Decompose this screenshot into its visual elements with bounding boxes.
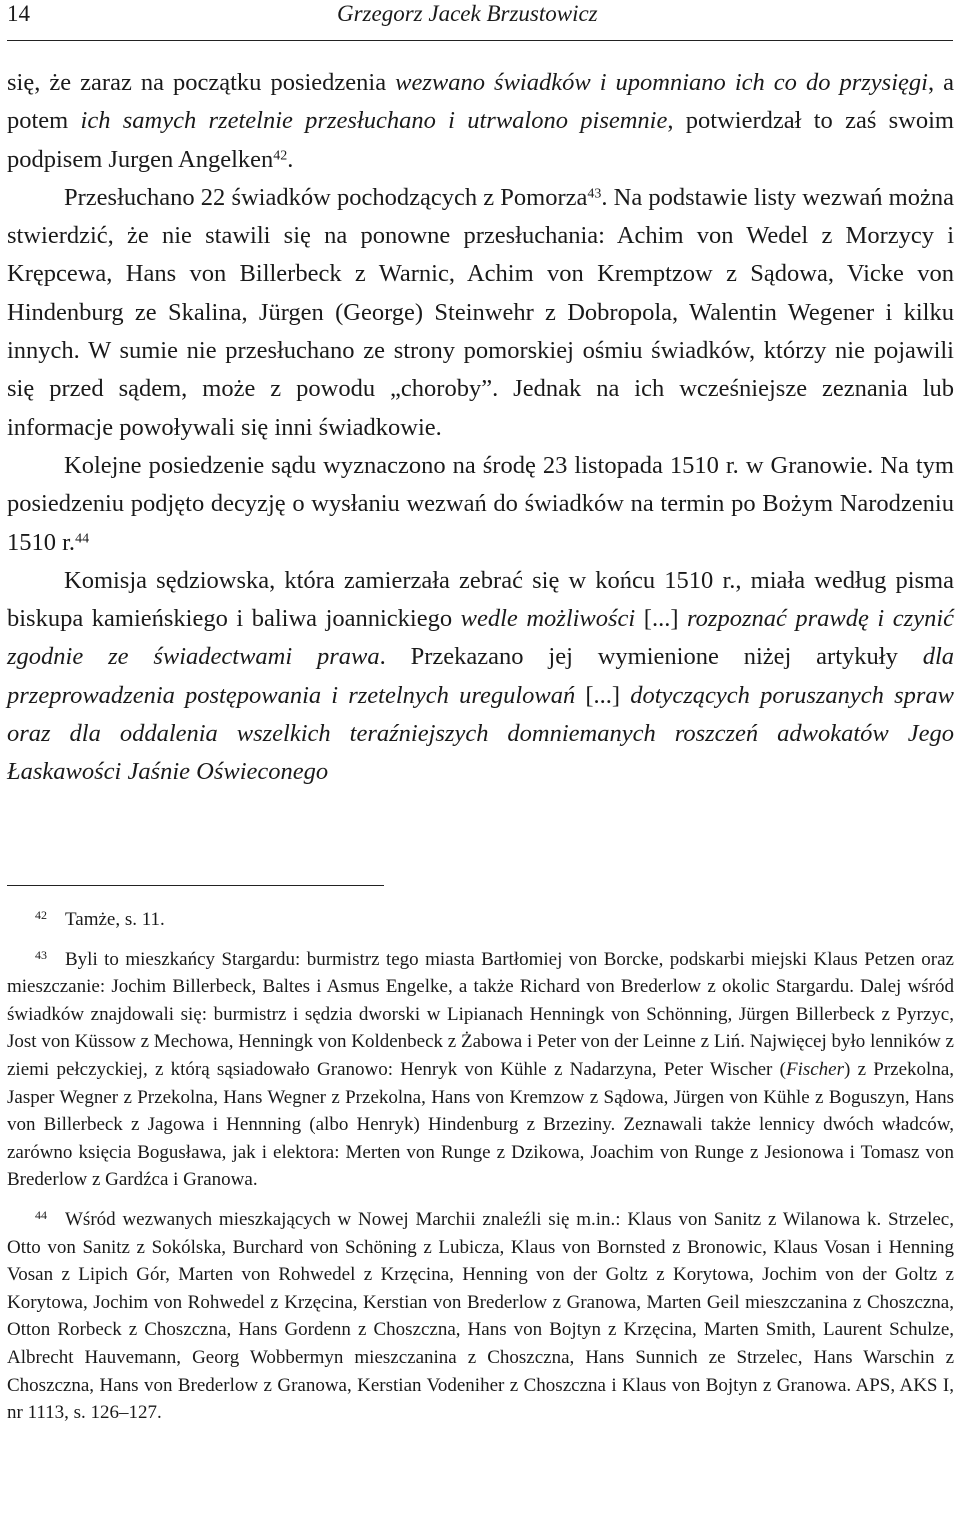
footnote-42 [7,906,954,934]
quote-italic: dotyczących poruszanych spraw oraz dla oddalenia wszelkich teraźniejszych domniemanych roszczeń adwokatów Jego Łaskawości Jaśnie Oświeconego [7,681,954,786]
body-text [7,64,954,792]
footnote-text: Byli to mieszkańcy Stargardu: burmistrz tego miasta Bartłomiej von Borcke, podskarbi miejski Klaus Petzen oraz mieszczanie: Jochim Billerbeck, Baltes i Asmus Engelke, a także Richard von Brederlow z okolic Stargardu. Dalej wśród świadków znajdowali się: burmistrz i sędzia dworski w Lipianach Henningk von Schönning, Jürgen Billerbeck z Pyrzyc, Jost von Küssow z Mechowa, Henningk von Koldenbeck z Żabowa i Peter von der Leinne z Liń. Najwięcej było lenników z ziemi pełczyckiej, z którą sąsiadowało Granowo: Henryk von Kühle z Nadarzyna, Peter Wischer ( [7,948,954,1080]
footnotes [7,906,954,1439]
footnote-text: Wśród wezwanych mieszkających w Nowej Marchii znaleźli się m.in.: Klaus von Sanitz z Wilanowa k. Strzelec, Otto von Sanitz z Sokólska, Burchard von Schöning z Lubicza, Klaus von Bornsted z Bronowic, Klaus Vosan i Henning Vosan z Lipich Gór, Marten von Rohwedel z Krzęcina, Henning von der Goltz z Korytowa, Jochim von der Goltz z Korytowa, Jochim von Rohwedel z Krzęcina, Kerstian von Brederlow z Granowa, Marten Geil mieszczanina z Choszczna, Otton Rorbeck z Choszczna, Hans Gordenn z Choszczna, Hans von Bojtyn z Krzęcina, Marten Smith, Laurent Schulze, Albrecht Hauvemann, Georg Wobbermyn mieszczanina z Choszczna, Hans Sunnich ze Strzelec, Hans Warschin z Choszczna, Hans von Brederlow z Granowa, Kerstian Vodeniher z Choszczna i Klaus von Bojtyn z Granowa. APS, AKS I, nr 1113, s. 126–127. [7,1208,954,1424]
paragraph-4: Komisja sędziowska, która zamierzała zebrać się w końcu 1510 r., miała według pisma biskupa kamieńskiego i baliwa joannickiego wedle możliwości [...] rozpoznać prawdę i czynić zgodnie ze świadectwami prawa. Przekazano jej wymienione niżej artykuły dla przeprowadzenia postępowania i rzetelnych uregulowań [...] dotyczących poruszanych spraw oraz dla oddalenia wszelkich teraźniejszych domniemanych roszczeń adwokatów Jego Łaskawości Jaśnie Oświeconego [7,566,954,786]
footnote-43 [7,946,954,1194]
footnote-italic: Fischer [785,1058,845,1080]
quote-italic: ich samych rzetelnie przesłuchano i utrwalono pisemnie [80,107,668,135]
page-number: 14 [7,1,30,26]
footnote-number: 44 [35,1207,47,1222]
quote-italic: dla przeprowadzenia postępowania i rzetelnych uregulowań [7,643,954,709]
quote-italic: wedle możliwości [460,605,636,633]
footnote-ref-44[interactable]: 44 [75,530,90,546]
footnote-44 [7,1206,954,1427]
paragraph-1: się, że zaraz na początku posiedzenia wezwano świadków i upomniano ich co do przysięgi, a potem ich samych rzetelnie przesłuchano i utrwalono pisemnie, potwierdzał to zaś swoim podpisem Jurgen Angelken$^{42}$. [7,69,955,173]
footnote-ref-43[interactable]: 43 [587,186,602,202]
footnote-separator [7,885,384,886]
footnote-text: ) z Przekolna, Jasper Wegner z Przekolna, Hans Wegner z Przekolna, Hans von Kremzow z Sądowa, Jürgen von Kühle z Boguszyn, Hans von Billerbeck z Jagowa i Hennning (albo Henryk) Hindenburg z Brzeziny. Zeznawali także lennicy dwóch władców, zarówno księcia Bogusława, jak i elektora: Merten von Runge z Dzikowa, Joachim von Runge z Jesionowa i Tomasz von Brederlow z Gardźca i Granowa. [7,1058,954,1191]
footnote-number: 42 [35,908,47,922]
paragraph-3: Kolejne posiedzenie sądu wyznaczono na środę 23 listopada 1510 r. w Granowie. Na tym posiedzeniu podjęto decyzję o wysłaniu wezwań do świadków na termin po Bożym Narodzeniu 1510 r.$^{44}$ [7,451,954,556]
quote-italic: wezwano świadków i upomniano ich co do przysięgi [395,69,928,96]
quote-italic: rozpoznać prawdę i czynić zgodnie ze świadectwami prawa [7,605,954,671]
footnote-number: 43 [35,947,47,962]
running-head: Grzegorz Jacek Brzustowicz [337,1,598,26]
footnote-text: Tamże, s. 11. [65,909,165,930]
header-rule [7,40,953,41]
paragraph-2: Przesłuchano 22 świadków pochodzących z Pomorza$^{43}$. Na podstawie listy wezwań można stwierdzić, że nie stawili się na ponowne przesłuchania: Achim von Wedel z Morzycy i Krępcewa, Hans von Billerbeck z Warnic, Achim von Kremptzow z Sądowa, Vicke von Hindenburg ze Skalina, Jürgen (George) Steinwehr z Dobropola, Walentin Wegener i kilku innych. W sumie nie przesłuchano ze strony pomorskiej ośmiu świadków, którzy nie pojawili się przed sądem, może z powodu „choroby”. Jednak na ich wcześniejsze zeznania lub informacje powoływali się inni świadkowie. [7,183,954,441]
footnote-ref-42[interactable]: 42 [273,147,288,163]
page-header [7,0,953,28]
